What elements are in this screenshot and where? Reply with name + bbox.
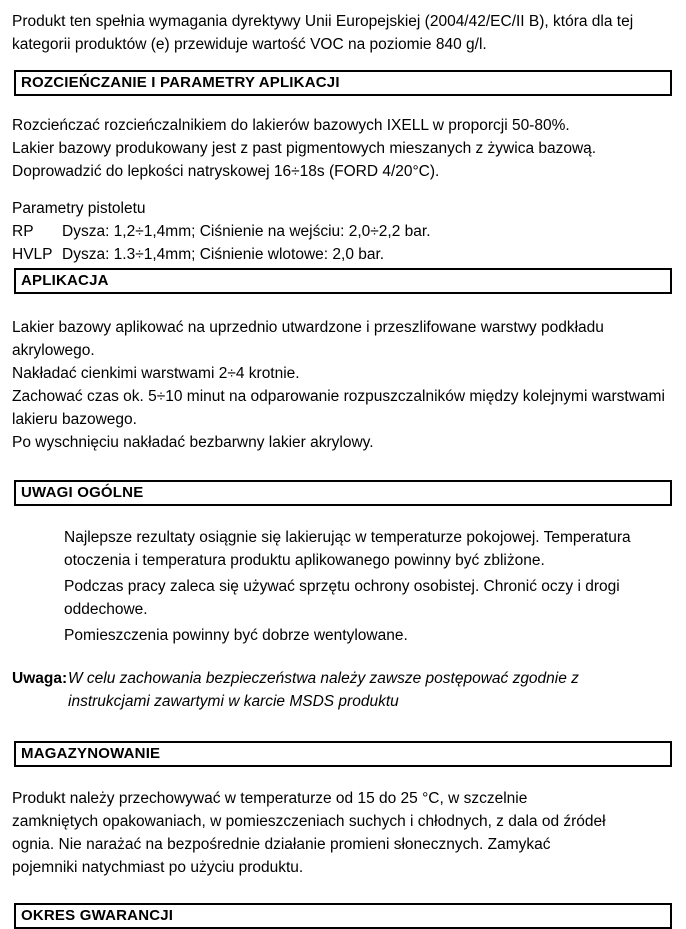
gun-row-hvlp [12,243,672,266]
safety-note-label: Uwaga: [12,670,68,687]
dilution-line: Doprowadzić do lepkości natryskowej 16÷18s (FORD 4/20°C). [12,163,440,180]
application-line: Zachować czas ok. 5÷10 minut na odparowanie rozpuszczalników między kolejnymi warstwami lakieru bazowego. [12,388,665,428]
dilution-line: Lakier bazowy produkowany jest z past pigmentowych mieszanych z żywica bazową. [12,140,597,157]
dilution-body [12,114,672,183]
gun-row-value: Dysza: 1,2÷1,4mm; Ciśnienie na wejściu: 2,0÷2,2 bar. [62,223,431,240]
safety-note-text: W celu zachowania bezpieczeństwa należy zawsze postępować zgodnie z instrukcjami zawartymi w karcie MSDS produktu [68,670,579,710]
section-header-application: APLIKACJA [14,268,672,294]
general-notes-body [12,526,672,647]
gun-parameters [12,197,672,266]
application-line: Lakier bazowy aplikować na uprzednio utwardzone i przeszlifowane warstwy podkładu akrylowego. [12,319,604,359]
general-note-line: Najlepsze rezultaty osiągnie się lakierując w temperaturze pokojowej. Temperatura otoczenia i temperatura produktu aplikowanego powinny być zbliżone. [64,529,631,569]
gun-parameters-title: Parametry pistoletu [12,200,146,217]
gun-row-label: HVLP [12,246,53,263]
gun-row-value: Dysza: 1.3÷1,4mm; Ciśnienie wlotowe: 2,0 bar. [62,246,385,263]
section-header-dilution: ROZCIEŃCZANIE I PARAMETRY APLIKACJI [14,70,672,96]
gun-row-label: RP [12,223,34,240]
application-line: Po wyschnięciu nakładać bezbarwny lakier akrylowy. [12,434,374,451]
general-note-line: Podczas pracy zaleca się używać sprzętu ochrony osobistej. Chronić oczy i drogi oddechowe. [64,578,620,618]
section-header-storage: MAGAZYNOWANIE [14,741,672,767]
safety-note [12,667,672,713]
application-body [12,316,672,454]
application-line: Nakładać cienkimi warstwami 2÷4 krotnie. [12,365,300,382]
section-header-general-notes: UWAGI OGÓLNE [14,480,672,506]
intro-paragraph: Produkt ten spełnia wymagania dyrektywy Unii Europejskiej (2004/42/EC/II B), która dla tej kategorii produktów (e) przewiduje wartość VOC na poziomie 840 g/l. [12,13,634,53]
section-header-warranty: OKRES GWARANCJI [14,903,672,929]
storage-body: Produkt należy przechowywać w temperaturze od 15 do 25 °C, w szczelnie zamkniętych opakowaniach, w pomieszczeniach suchych i chłodnych, z dala od źródeł ognia. Nie narażać na bezpośrednie działanie promieni słonecznych. Zamykać pojemniki natychmiast po użyciu produktu. [12,790,606,876]
general-note-line: Pomieszczenia powinny być dobrze wentylowane. [64,627,408,644]
dilution-line: Rozcieńczać rozcieńczalnikiem do lakierów bazowych IXELL w proporcji 50-80%. [12,117,570,134]
gun-row-rp [12,220,672,243]
